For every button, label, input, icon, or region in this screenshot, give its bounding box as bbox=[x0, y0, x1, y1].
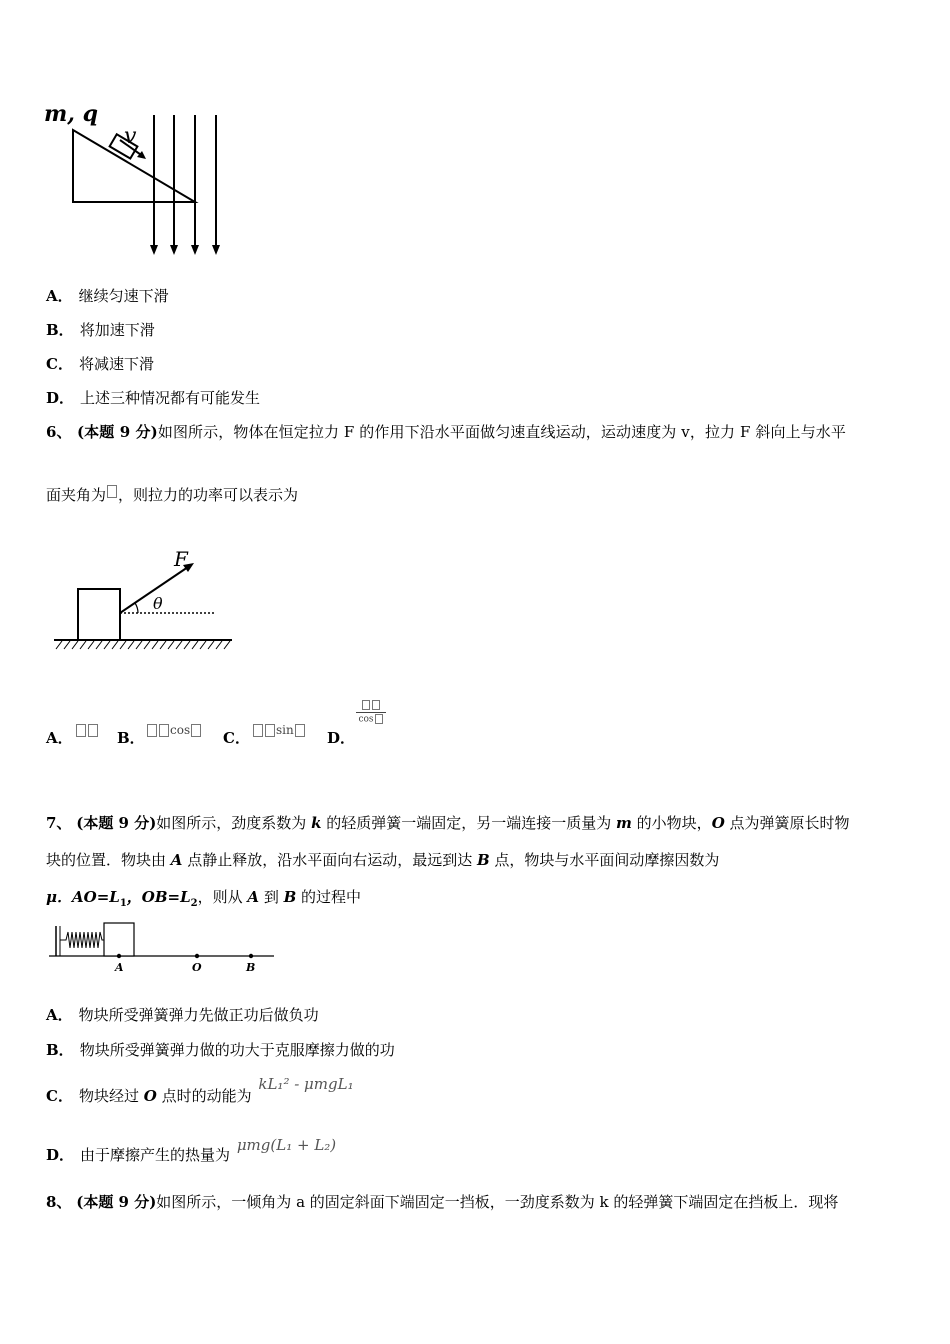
point-b bbox=[249, 954, 253, 958]
q6-option-c-letter[interactable]: C． bbox=[223, 729, 250, 747]
small-block bbox=[104, 923, 134, 956]
q6-option-d-letter[interactable]: D． bbox=[327, 729, 356, 747]
q7-option-b[interactable]: B． 物块所受弹簧弹力做的功大于克服摩擦力做的功 bbox=[46, 1041, 395, 1059]
q6-stem-line1: 6、 (本题 9 分)如图所示，物体在恒定拉力 F 的作用下沿水平面做匀速直线运动，运动速度为 v，拉力 F 斜向上与水平 bbox=[46, 423, 846, 441]
label-o: O bbox=[192, 961, 202, 974]
spring bbox=[60, 932, 104, 948]
q7-option-a[interactable]: A． 物块所受弹簧弹力先做正功后做负功 bbox=[46, 1006, 319, 1024]
q7-stem-line3: μ．$AO=L_1$，$OB=L_2$，则从 A 到 B 的过程中 bbox=[46, 888, 362, 909]
q7-option-c[interactable]: C． 物块经过 O 点时的动能为 kL₁² - μmgL₁ bbox=[46, 1075, 354, 1105]
fig2-F-label: F bbox=[174, 547, 188, 571]
theta-placeholder-box bbox=[107, 485, 117, 498]
q7-stem-line2: 块的位置．物块由 A 点静止释放，沿水平面向右运动，最远到达 B 点，物块与水平面间动摩擦因数为 bbox=[46, 851, 720, 869]
q7-option-d-formula: μmg(L₁ + L₂) bbox=[236, 1136, 337, 1154]
ground-hatching bbox=[56, 641, 230, 649]
q6-option-b-formula: cos bbox=[146, 720, 202, 738]
q7-option-c-formula: kL₁² - μmgL₁ bbox=[258, 1075, 354, 1093]
pulled-block-figure bbox=[50, 545, 240, 660]
q6-option-b-letter[interactable]: B． bbox=[117, 729, 145, 747]
q7-stem-line1: 7、 (本题 9 分)如图所示，劲度系数为 k 的轻质弹簧一端固定，另一端连接一质量为 m 的小物块，O 点为弹簧原长时物 bbox=[46, 814, 850, 832]
q6-option-d-formula: cos bbox=[356, 700, 386, 724]
spring-block-figure bbox=[46, 918, 278, 978]
q6-option-a-formula bbox=[75, 720, 99, 738]
q6-option-c-formula: sin bbox=[252, 720, 306, 738]
q8-stem-line1: 8、 (本题 9 分)如图所示，一倾角为 a 的固定斜面下端固定一挡板，一劲度系数为 k 的轻弹簧下端固定在挡板上．现将 bbox=[46, 1193, 839, 1211]
block bbox=[78, 589, 120, 640]
q6-stem-line2: 面夹角为 ，则拉力的功率可以表示为 bbox=[46, 486, 299, 504]
field-lines bbox=[154, 115, 216, 247]
point-o bbox=[195, 954, 199, 958]
angle-arc bbox=[135, 603, 138, 613]
q5-option-c[interactable]: C． 将减速下滑 bbox=[46, 355, 154, 373]
label-b: B bbox=[246, 961, 256, 974]
fig1-mq-label: m, q bbox=[44, 101, 98, 127]
q5-option-a[interactable]: A． 继续匀速下滑 bbox=[46, 287, 169, 305]
q6-option-a-letter[interactable]: A． bbox=[46, 729, 73, 747]
fig2-theta-label: θ bbox=[153, 594, 163, 613]
q6-options-row bbox=[46, 700, 446, 750]
incline-field-figure bbox=[40, 95, 240, 265]
q5-option-d[interactable]: D． 上述三种情况都有可能发生 bbox=[46, 389, 261, 407]
fig1-v-label: v bbox=[124, 124, 137, 149]
point-a bbox=[117, 954, 121, 958]
q5-option-b[interactable]: B． 将加速下滑 bbox=[46, 321, 155, 339]
q7-option-d[interactable]: D． 由于摩擦产生的热量为 μmg(L₁ + L₂) bbox=[46, 1136, 337, 1164]
label-a: A bbox=[115, 961, 124, 974]
field-arrowheads bbox=[150, 245, 220, 255]
